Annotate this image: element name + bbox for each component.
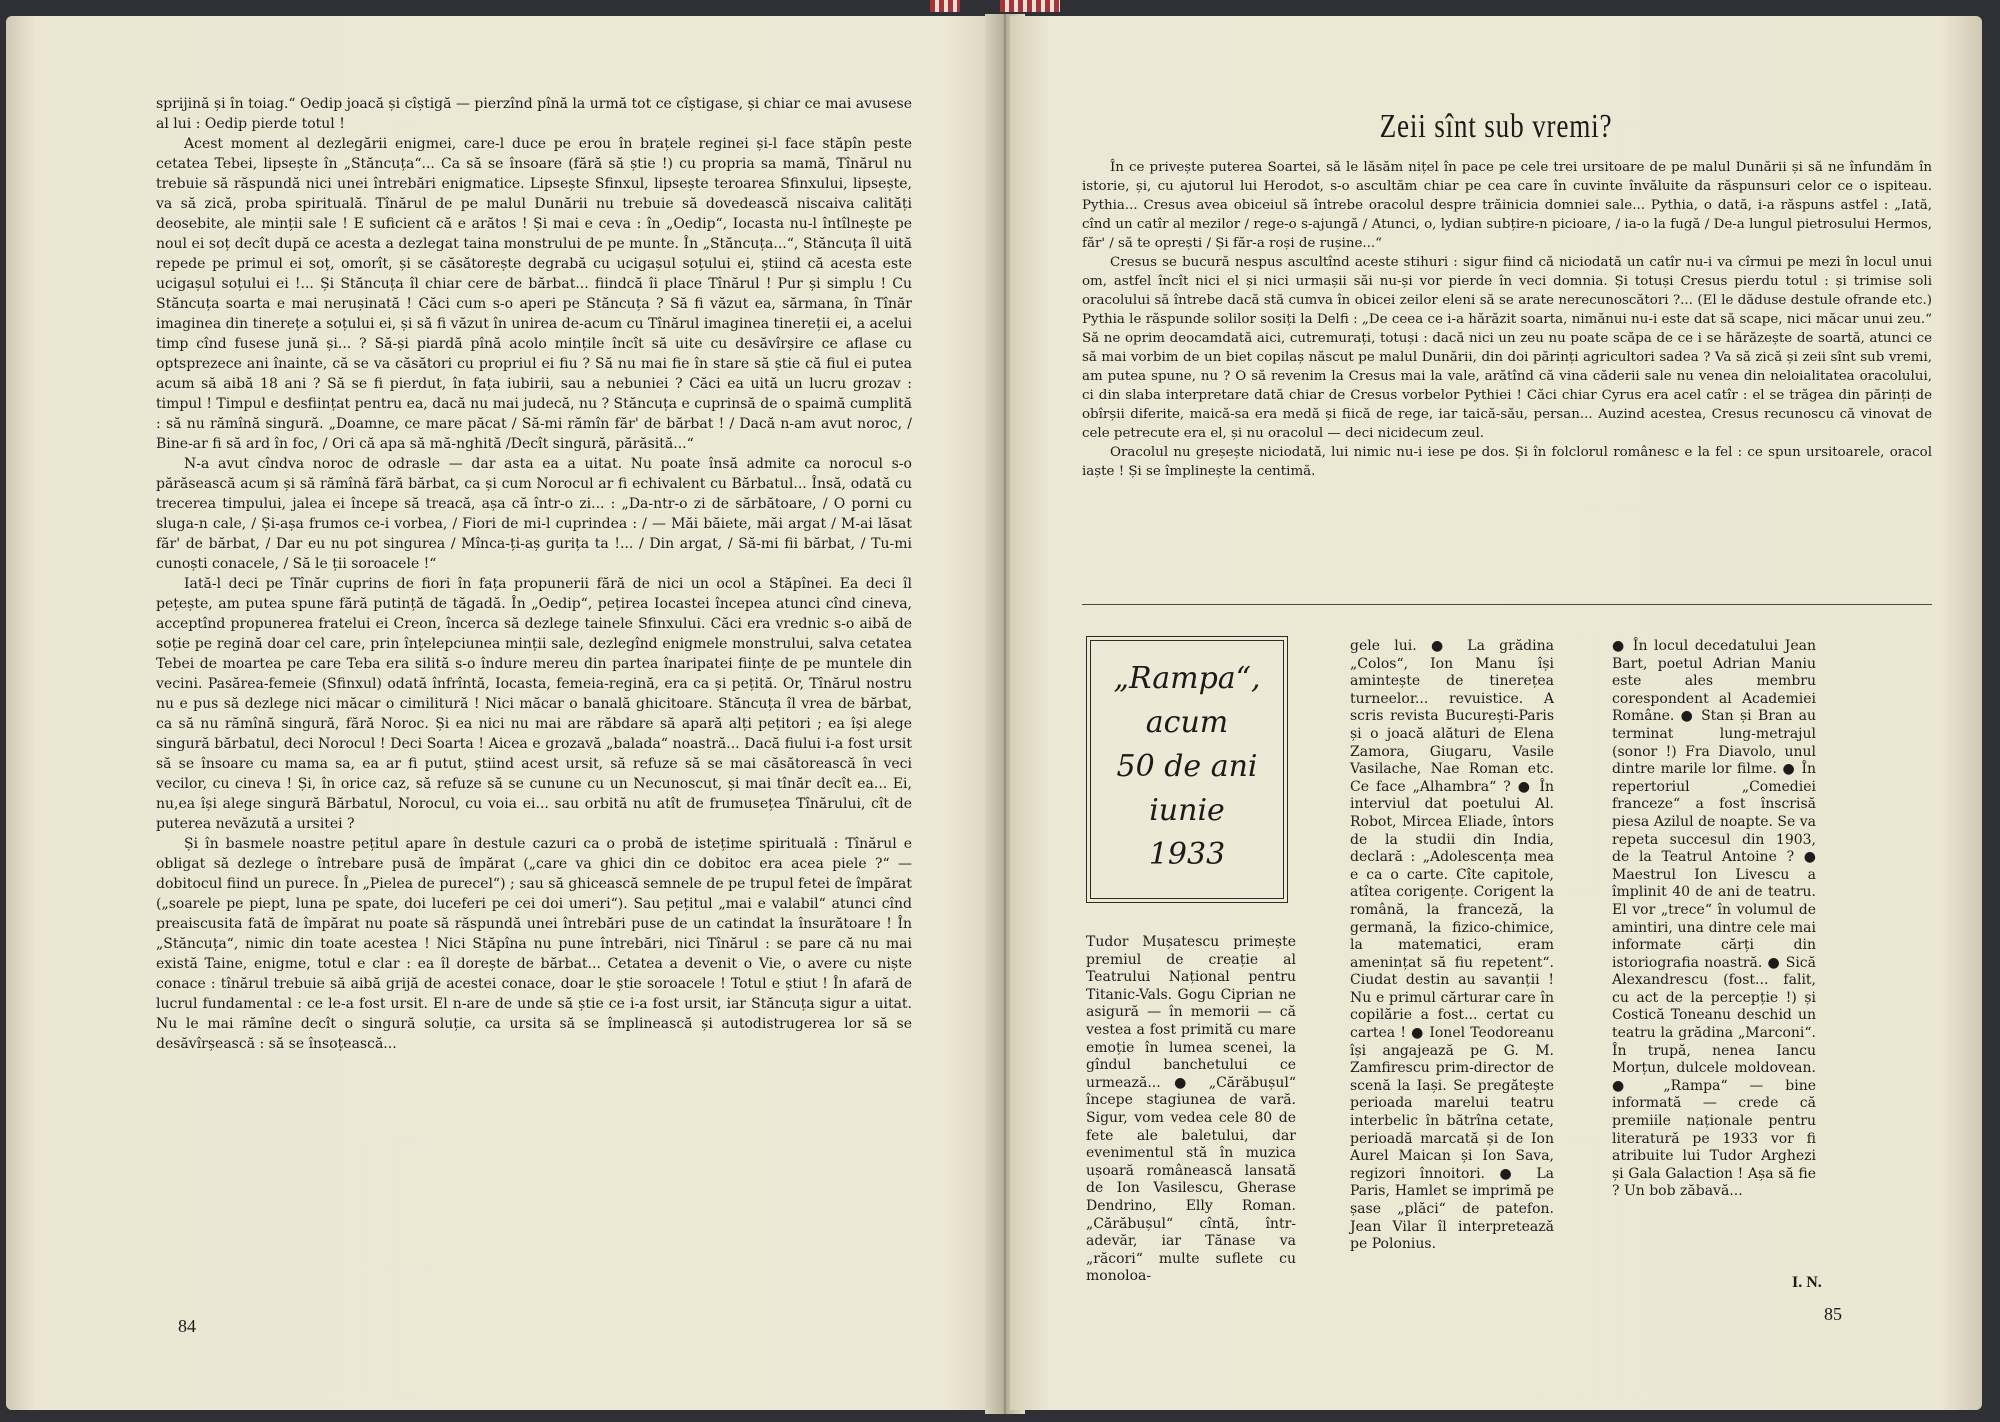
- page-number-right: 85: [1824, 1304, 1842, 1324]
- left-page-text: [156, 94, 912, 1054]
- box-line: iunie: [1149, 793, 1225, 828]
- news-column-1: Tudor Mușatescu primește premiul de creație al Teatrului Național pentru Titanic-Vals. Gogu Ciprian ne asigură — în memorii — că vestea a fost primită cu mare emoție în lumea scenei, la gîndul banchetului ce urmează... ● „Cărăbușul“ începe stagiunea de vară. Sigur, vom vedea cele 80 de fete ale baletului, dar evenimentul stă în muzica ușoară românească lansată de Ion Vasilescu, Gherase Dendrino, Elly Roman. „Cărăbușul“ cîntă, într-adevăr, iar Tănase va „răcori“ multe suflete cu monoloa-: [1086, 934, 1296, 1285]
- news-column-2: gele lui. ● La grădina „Colos“, Ion Manu își amintește de tinerețea turneelor... revuistice. A scris revista București-Paris și o joacă alături de Elena Zamora, Giugaru, Vasile Vasilache, Nae Roman etc. Ce face „Alhambra“ ? ● În interviul dat poetului Al. Robot, Mircea Eliade, întors de la studii din India, declară : „Adolescența mea e ca o carte. Cîte capitole, atîtea corigențe. Corigent la română, la franceză, la germană, la fizico-chimice, la matematici, eram amenințat să fiu repetent“. Ciudat destin au savanții ! Nu e primul cărturar care în copilărie a fost... certat cu cartea ! ● Ionel Teodoreanu își angajează pe G. M. Zamfirescu prim-director de scenă la Iași. Se pregătește perioada marelui teatru interbelic în bătrîna cetate, perioadă marcată și de Ion Aurel Maican și Ion Sava, regizori înnoitori. ● La Paris, Hamlet se imprimă pe șase „plăci“ de patefon. Jean Vilar îl interpretează pe Polonius.: [1350, 638, 1554, 1253]
- left-page: [6, 16, 1000, 1410]
- paragraph: În ce privește puterea Soartei, să le lăsăm nițel în pace pe cele trei ursitoare de pe malul Dunării și să ne înfundăm în istorie, și, cu ajutorul lui Herodot, s-o ascultăm chiar pe cea care în cuvinte învăluite da răspunsuri celor ce o ispiteau. Pythia... Cresus avea obiceiul să întrebe oracolul despre trăinicia domniei sale... Pythia, o dată, i-a răspuns astfel : „Iată, cînd un catîr al mezilor / rege-o s-ajungă / Atunci, o, lydian subțire-n picioare, / ia-o la fugă / De-a lungul pietrosului Hermos, făr' / să te oprești / Și făr-a roși de rușine...“: [1082, 160, 1932, 251]
- paragraph: Acest moment al dezlegării enigmei, care-l duce pe erou în brațele reginei și-l face stăpîn peste cetatea Tebei, lipsește în „Stăncuța“... Ca să se însoare (fără să știe !) cu propria sa mamă, Tînărul nu trebuie să răspundă nici unei întrebări enigmatice. Lipsește Sfinxul, lipsește teroarea Sfinxului, lipsește, va să zică, proba spirituală. Tînărul de pe malul Dunării nu trebuie să dovedească niscaiva calități deosebite, ale minții sale ! E suficient că e arătos ! Și mai e ceva : în „Oedip“, Iocasta nu-l întîlnește pe noul ei soț decît după ce acesta a dezlegat taina monstrului de pe munte. În „Stăncuța...“, Stăncuța îl uită repede pe primul ei soț, omorît, și se căsătorește degrabă cu ucigașul soțului ei, știind că acesta este ucigașul soțului ei !... Și Stăncuța îl chiar cere de bărbat... fiindcă îi place Tînărul ! Pur și simplu ! Cu Stăncuța soarta e mai nerușinată ! Căci cum s-o aperi pe Stăncuța ? Să fi văzut ea, sărmana, în Tînăr imaginea din tinerețe a soțului ei, și să fi văzut în unirea de-acum cu Tînărul imaginea tinereții ei, a acelui timp cînd fusese jună și... ? Să-și piardă pînă acolo mințile încît să uite cu desăvîrșire ce aflase cu optsprezece ani înainte, că se va căsători cu propriul ei fiu ? Să nu mai fie în stare să știe că fiul ei putea acum să aibă 18 ani ? Să se fi pierdut, în fața iubirii, sau a nebuniei ? Căci ea uită un lucru grozav : timpul ! Timpul e desființat pentru ea, dacă nu mai judecă, nu ? Stăncuța e cuprinsă de o spaimă cumplită : să nu rămînă singură. „Doamne, ce mare păcat / Să-mi rămîn făr' de bărbat ! / Dacă n-am avut noroc, / Bine-ar fi să ard în foc, / Ori că apa să mă-nghită /Decît singură, părăsită...“: [156, 136, 912, 452]
- box-line: „Rampa“,: [1113, 661, 1261, 696]
- box-line: 1933: [1148, 837, 1226, 872]
- article-body: [1082, 158, 1932, 481]
- paragraph: Și în basmele noastre pețitul apare în destule cazuri ca o probă de istețime spirituală : Tînărul e obligat să dezlege o întrebare pusă de împărat („care va ghici din ce dobitoc era acea piele ?“ — dobitocul fiind un purece. În „Pielea de purecel“) ; sau să ghicească semnele de pe trupul fetei de împărat („soarele pe piept, luna pe spate, doi luceferi pe cei doi umeri“). Sau pețitul „mai e valabil“ atunci cînd preaiscusita fată de împărat nu poate să răspundă unei întrebări puse de un catindat la însurătoare ! În „Stăncuța“, nimic din toate acestea ! Nici Stăpîna nu pune întrebări, nici Tînărul : se pare că nu mai există Taine, enigme, totul e clar : ea îl dorește de bărbat... Cetatea a devenit o Vie, o avere cu niște conace : tînărul trebuie să aibă grijă de acestei conace, doar le știe soroacele ! Totul e știut ! În afară de lucrul fundamental : ce le-a fost ursit. El n-are de unde să știe ce i-a fost ursit, iar Stăncuța sigur a uitat. Nu le mai rămîne decît o singură soluție, ca ursita să se împlinească și autodistrugerea lor să se desăvîrșească : să se însoțească...: [156, 836, 912, 1052]
- author-signature: I. N.: [1792, 1274, 1822, 1291]
- top-binding-band-right: [1000, 0, 1060, 12]
- article-title: Zeii sînt sub vremi?: [1379, 108, 1613, 145]
- paragraph: Oracolul nu greșește niciodată, lui nimic nu-i iese pe dos. Și în folclorul românesc e la fel : ce spun ursitoarele, oracol iaște ! Și se împlinește la centimă.: [1082, 445, 1932, 479]
- section-divider: [1082, 604, 1932, 605]
- paragraph: Cresus se bucură nespus ascultînd aceste stihuri : sigur fiind că niciodată un catîr nu-i va cîrmui pe mezi în locul unui om, astfel încît nici el și nici urmașii săi nu-și vor pierde în veci domnia. Și totuși Cresus pierdu totul : și trimise soli oracolului să întrebe dacă stă cumva în obicei zeilor eleni să se arate nerecunoscători ?... (El le dăduse destule ofrande etc.) Pythia le răspunde solilor sosiți la Delfi : „De ceea ce i-a hărăzit soarta, nimănui nu-i este dat să scape, nici măcar unui zeu.“ Să ne oprim deocamdată aici, cutremurați, totuși : dacă nici un zeu nu poate scăpa de ce i se hărăzește de soartă, atunci ce să mai vorbim de un biet copilaș născut pe malul Dunării, din doi părinți agricultori sadea ? Va să zică și zeii sînt sub vremi, am putea spune, nu ? O să revenim la Cresus mai la vale, arătînd că vina căderii sale nu venea din neloialitatea oracolului, ci din slaba interpretare dată chiar de Cresus vorbelor Pythiei ! Căci chiar Cyrus era acel catîr : el se trăgea din părinți de obîrșii diferite, maică-sa era medă și fiică de rege, iar taică-său, persan... Auzind acestea, Cresus recunoscu că vinovat de cele petrecute era el, și nu oracolul — deci nicidecum zeul.: [1082, 255, 1932, 441]
- rampa-heading-box: [1086, 636, 1288, 903]
- paragraph: sprijină și în toiag.“ Oedip joacă și cîștigă — pierzînd pînă la urmă tot ce cîștigase, și chiar ce mai avusese al lui : Oedip pierde totul !: [156, 96, 912, 132]
- right-page: [1010, 16, 1982, 1410]
- news-column-3: ● În locul decedatului Jean Bart, poetul Adrian Maniu este ales membru corespondent al Academiei Române. ● Stan și Bran au terminat lung-metrajul (sonor !) Fra Diavolo, unul dintre marile lor filme. ● În repertoriul „Comediei franceze“ a fost înscrisă piesa Azilul de noapte. Se va repeta succesul din 1903, de la Teatrul Antoine ? ● Maestrul Ion Livescu a împlinit 40 de ani de teatru. El vor „trece“ în volumul de amintiri, una dintre cele mai informate cărți din istoriografia noastră. ● Sică Alexandrescu (fost... falit, cu act de la percepție !) și Costică Toneanu deschid un teatru la grădina „Marconi“. În trupă, nenea Iancu Morțun, dulcele moldovean. ● „Rampa“ — bine informată — crede că premiile naționale pentru literatură pe 1933 vor fi atribuite lui Tudor Arghezi și Gala Galaction ! Așa să fie ? Un bob zăbavă...: [1612, 638, 1816, 1200]
- page-number-left: 84: [178, 1316, 196, 1336]
- box-line: 50 de ani: [1116, 749, 1258, 784]
- box-line: acum: [1145, 705, 1229, 740]
- top-binding-band-left: [930, 0, 960, 12]
- paragraph: Iată-l deci pe Tînăr cuprins de fiori în fața propunerii fără de nici un ocol a Stăpînei. Ea deci îl pețește, am putea spune fără putință de tăgadă. În „Oedip“, pețirea Iocastei începea atunci cînd cineva, acceptînd propunerea fratelui ei Creon, încerca să dezlege tainele Sfinxului. Căci era vrednic s-o aibă de soție pe regină doar cel care, prin înțelepciunea minții sale, dezlegînd enigmele monstrului, salva cetatea Tebei de moartea pe care Teba era silită s-o îndure mereu din partea înaripatei ființe de pe muntele din vecini. Pasărea-femeie (Sfinxul) odată înfrîntă, Iocasta, femeia-regină, era ca și pețită. Or, Tînărul nostru nu e pus să dezlege nici măcar o cimilitură ! Nici măcar o banală ghicitoare. Stăncuța îl vrea de bărbat, ca să nu rămînă singură, fără Noroc. Și ea nici nu mai are răbdare să apară alți pețitori ; ea își alege singură bărbatul, deci Norocul ! Deci Soarta ! Aicea e grozavă „balada“ noastră... Dacă fiului i-a fost ursit să se însoare cu mama sa, ea ar fi putut, știind acest ursit, să refuze să se mai căsătorească în veci vecilor, cu cineva ! Și, în orice caz, să refuze să se cunune cu un Necunoscut, și mai tînăr decît ea... Ei, nu,ea își alege singură Bărbatul, Norocul, cu voia ei... sau orbită nu atît de frumusețea Tînărului, cît de puterea nevăzută a ursitei ?: [156, 576, 912, 832]
- paragraph: N-a avut cîndva noroc de odrasle — dar asta ea a uitat. Nu poate însă admite ca norocul s-o părăsească acum și să rămînă fără bărbat, ca și cum Norocul ar fi echivalent cu Bărbatul... Însă, odată cu trecerea timpului, jalea ei începe să treacă, așa că într-o zi... : „Da-ntr-o zi de sărbătoare, / O porni cu sluga-n cale, / Și-așa frumos ce-i vorbea, / Fiori de mi-l cuprindea : / — Măi băiete, măi argat / M-ai lăsat făr' de bărbat, / Dar eu nu pot singurea / Mînca-ți-aș gurița ta !... / Din argat, / Să-mi fii bărbat, / Tu-mi cunoști conacele, / Să le ții soroacele !“: [156, 456, 912, 572]
